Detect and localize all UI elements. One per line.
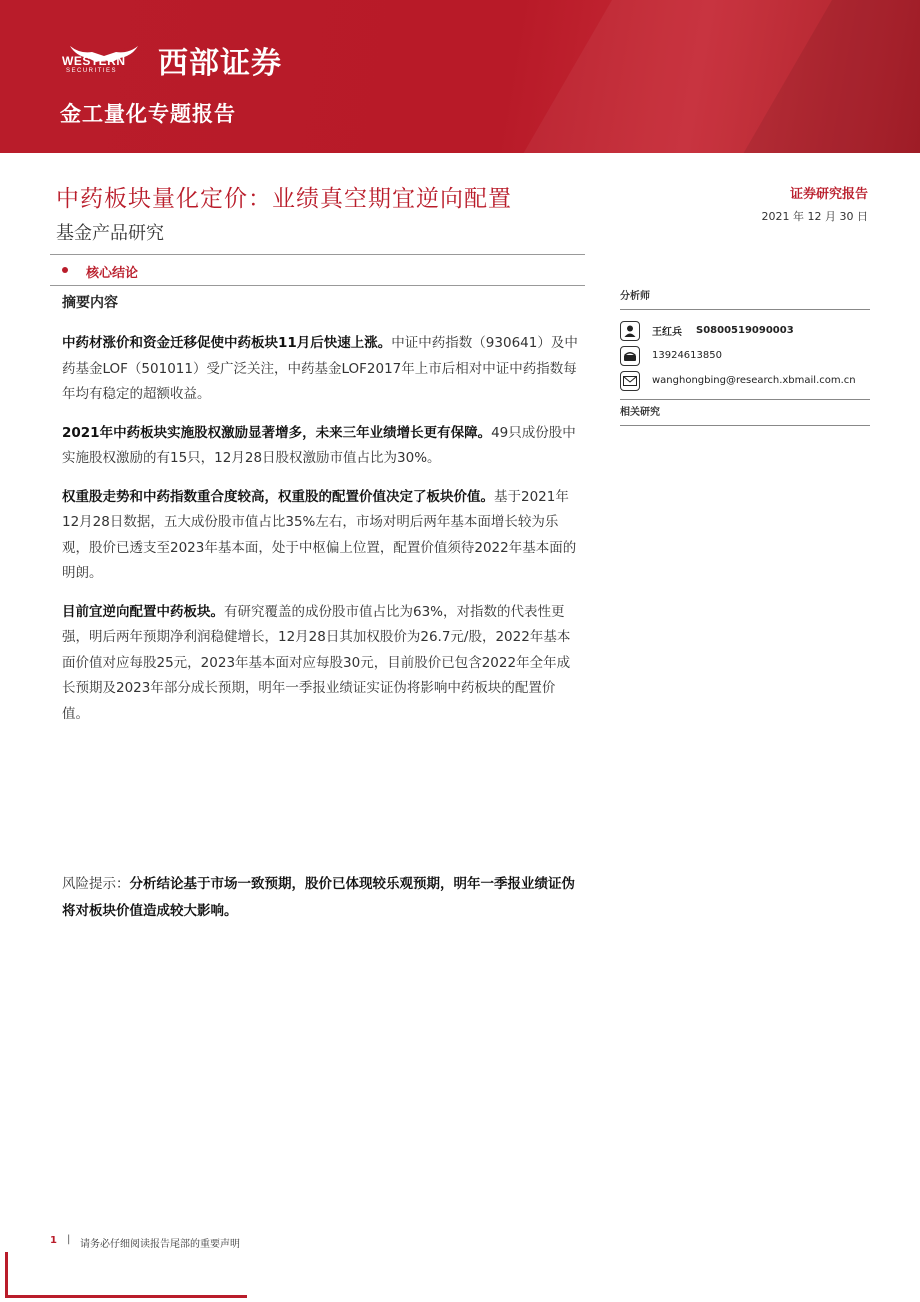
analyst-name: 王红兵 bbox=[652, 327, 682, 338]
section-divider-top bbox=[50, 254, 585, 255]
paragraph-lead: 权重股走势和中药指数重合度较高，权重股的配置价值决定了板块价值。 bbox=[62, 488, 494, 505]
corner-decoration-horizontal bbox=[5, 1295, 247, 1298]
section-divider-bottom bbox=[50, 285, 585, 286]
sidebar-divider bbox=[620, 425, 870, 426]
footer-disclaimer: 请务必仔细阅读报告尾部的重要声明 bbox=[80, 1239, 240, 1250]
corner-decoration-vertical bbox=[5, 1252, 8, 1298]
paragraph-body: 中证中药指数（930641）及中药基金LOF（501011）受广泛关注，中药基金LOF2017年上市后相对中证中药指数每年均有稳定的超额收益。 bbox=[62, 335, 578, 402]
footer-separator: | bbox=[67, 1234, 71, 1245]
brand-name: 西部证券 bbox=[158, 46, 282, 81]
analyst-phone: 13924613850 bbox=[652, 350, 722, 361]
paragraph-lead: 目前宜逆向配置中药板块。 bbox=[62, 603, 224, 620]
analyst-license: S0800519090003 bbox=[696, 325, 794, 336]
paragraph-body: 49只成份股中实施股权激励的有15只，12月28日股权激励市值占比为30%。 bbox=[62, 424, 576, 466]
section-heading: 核心结论 bbox=[86, 266, 139, 281]
paragraph-lead: 中药材涨价和资金迁移促使中药板块11月后快速上涨。 bbox=[62, 335, 392, 351]
sidebar-divider bbox=[620, 399, 870, 400]
sidebar-divider bbox=[620, 309, 870, 310]
mail-icon bbox=[620, 371, 640, 391]
report-type: 金工量化专题报告 bbox=[60, 102, 236, 126]
analyst-row bbox=[620, 318, 870, 343]
paragraph-lead: 2021年中药板块实施股权激励显著增多，未来三年业绩增长更有保障。 bbox=[62, 424, 492, 441]
email-row bbox=[620, 368, 870, 393]
abstract-title: 摘要内容 bbox=[62, 295, 118, 311]
abstract-paragraph bbox=[62, 331, 578, 408]
risk-body: 分析结论基于市场一致预期，股价已体现较乐观预期，明年一季报业绩证伪将对板块价值造成较大影响。 bbox=[62, 876, 575, 919]
related-research-label: 相关研究 bbox=[620, 407, 660, 418]
analyst-label: 分析师 bbox=[620, 291, 650, 302]
report-date: 2021 年 12 月 30 日 bbox=[761, 210, 868, 223]
paragraph-body: 基于2021年12月28日数据，五大成份股市值占比35%左右，市场对明后两年基本面增长较为乐观，股价已透支至2023年基本面，处于中枢偏上位置，配置价值须待2022年基本面的明朗。 bbox=[62, 488, 577, 581]
phone-icon bbox=[620, 346, 640, 366]
logo-english-name: WESTERN bbox=[62, 54, 126, 68]
analyst-sidebar bbox=[620, 288, 870, 426]
abstract-paragraph bbox=[62, 600, 578, 728]
report-subtitle: 基金产品研究 bbox=[56, 223, 164, 244]
abstract-paragraph bbox=[62, 421, 578, 472]
page-number: 1 bbox=[50, 1235, 57, 1246]
report-header bbox=[0, 0, 920, 153]
person-icon bbox=[620, 321, 640, 341]
abstract-paragraph bbox=[62, 485, 578, 587]
report-title: 中药板块量化定价：业绩真空期宜逆向配置 bbox=[56, 186, 512, 212]
risk-warning bbox=[62, 871, 578, 925]
logo-english-subname: SECURITIES bbox=[66, 68, 118, 74]
analyst-email[interactable]: wanghongbing@research.xbmail.com.cn bbox=[652, 375, 856, 386]
phone-row bbox=[620, 343, 870, 368]
paragraph-body: 有研究覆盖的成份股市值占比为63%，对指数的代表性更强，明后两年预期净利润稳健增长，12月28日其加权股价为26.7元/股，2022年基本面价值对应每股25元，2023年基本面对应每股30元，目前股价已包含2022年全年成长预期及2023年部分成长预期，明年一季报业绩证实证伪将影响中药板块的配置价值。 bbox=[62, 603, 571, 722]
risk-label: 风险提示： bbox=[62, 876, 130, 892]
abstract-content bbox=[62, 292, 578, 740]
report-category-label: 证券研究报告 bbox=[789, 187, 868, 202]
bullet-dot-icon bbox=[62, 267, 68, 273]
